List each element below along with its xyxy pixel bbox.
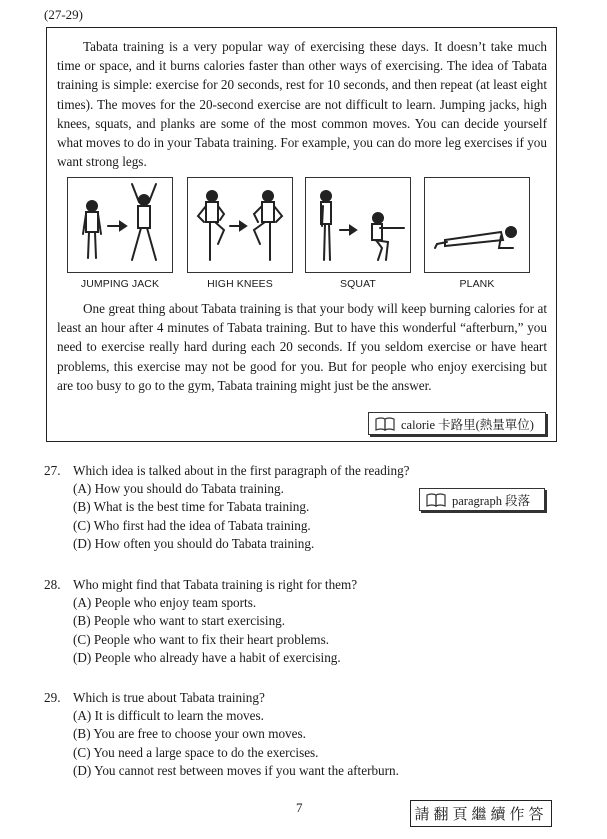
reading-passage-box [46,27,557,442]
answer-option[interactable]: (B) People who want to start exercising. [73,613,286,629]
question-number: 27. [44,463,61,478]
answer-option[interactable]: (D) You cannot rest between moves if you want the afterburn. [73,762,399,778]
plank-figure [424,177,530,273]
question-range: (27-29) [44,7,83,22]
question-stem: Which idea is talked about in the first paragraph of the reading? [73,463,410,478]
figure-caption: PLANK [459,278,495,290]
book-icon [375,417,395,431]
question-28 [44,576,564,667]
glossary-calorie [368,412,546,435]
reading-paragraph-2: One great thing about Tabata training is that your body will keep burning calories for at least an hour after 4 minutes of Tabata training. But to have this wonderful “afterburn,” you need to exercise really hard during each 20 seconds. If you seldom exercise or have heart problems, this exercise may not be good for you. But for people who enjoy exercising but are too busy to go to the gym, Tabata training might just be the answer. [57,301,547,393]
answer-option[interactable]: (D) How often you should do Tabata training. [73,535,315,551]
answer-option[interactable]: (A) How you should do Tabata training. [73,481,284,496]
answer-option[interactable]: (C) You need a large space to do the exercises. [73,744,319,760]
continue-notice: 請翻頁繼續作答 [410,800,552,827]
question-number: 29. [44,690,61,705]
book-icon [426,493,446,507]
answer-option[interactable]: (D) People who already have a habit of exercising. [73,649,341,665]
reading-paragraph-1: Tabata training is a very popular way of exercising these days. It doesn’t take much time or space, and it burns calories faster than other ways of exercising. The idea of Tabata training is simple: exercise for 20 seconds, rest for 10 seconds, and then repeat (at least eight times). The moves for the 20-second exercise are not difficult to learn. Jumping jacks, high knees, squats, and planks are some of the most common moves. You can decide yourself what moves to do in your Tabata training. For example, you can do more leg exercises if you want strong legs. [57,39,547,170]
answer-option[interactable]: (B) You are free to choose your own moves. [73,726,306,742]
answer-option[interactable]: (A) It is difficult to learn the moves. [73,708,264,723]
answer-option[interactable]: (A) People who enjoy team sports. [73,595,257,610]
figure-jumping-jack [67,177,173,290]
question-29 [44,689,564,780]
question-number: 28. [44,577,61,592]
question-stem: Who might find that Tabata training is right for them? [73,577,358,592]
figure-plank [424,177,530,290]
answer-option[interactable]: (C) Who first had the idea of Tabata training. [73,517,311,533]
squat-figure [305,177,411,273]
glossary-text: calorie 卡路里(熱量單位) [401,417,534,432]
answer-option[interactable]: (C) People who want to fix their heart problems. [73,631,329,647]
exercise-figures [67,177,537,289]
glossary-paragraph [419,488,545,511]
figure-squat [305,177,411,290]
question-stem: Which is true about Tabata training? [73,690,265,705]
figure-high-knees [187,177,293,290]
glossary-text: paragraph 段落 [452,493,531,508]
figure-caption: SQUAT [340,278,376,290]
high-knees-figure [187,177,293,273]
figure-caption: JUMPING JACK [80,278,160,290]
page-number: 7 [296,800,303,815]
answer-option[interactable]: (B) What is the best time for Tabata training. [73,499,310,515]
jumping-jack-figure [67,177,173,273]
figure-caption: HIGH KNEES [207,278,273,290]
